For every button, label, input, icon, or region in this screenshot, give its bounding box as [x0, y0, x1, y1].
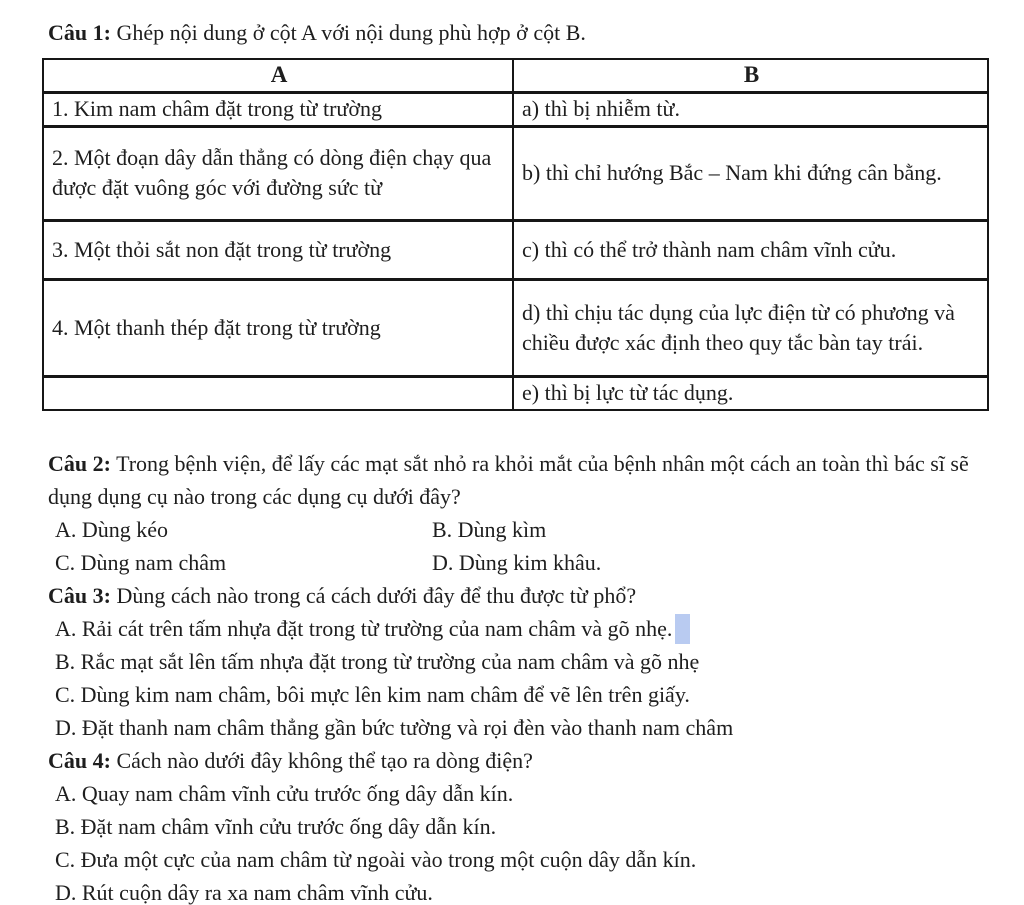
q3-section: [48, 579, 986, 744]
table-row: [43, 221, 988, 280]
column-b-header: B: [513, 59, 988, 93]
q2-text: Trong bệnh viện, để lấy các mạt sắt nhỏ ra khỏi mắt của bệnh nhân một cách an toàn thì bác sĩ sẽ dụng dụng cụ nào trong các dụng cụ dưới đây?: [48, 451, 969, 509]
q2-option-d: D. Dùng kim khâu.: [432, 550, 602, 575]
q2-label: Câu 2:: [48, 451, 111, 476]
q3-option-b: B. Rắc mạt sắt lên tấm nhựa đặt trong từ trường của nam châm và gõ nhẹ: [55, 649, 700, 674]
q3-text: Dùng cách nào trong cá cách dưới đây để thu được từ phổ?: [116, 583, 637, 608]
q3-option-c: C. Dùng kim nam châm, bôi mực lên kim nam châm để vẽ lên trên giấy.: [55, 682, 690, 707]
q2-option-a: A. Dùng kéo: [55, 517, 169, 542]
q4-option-d: D. Rút cuộn dây ra xa nam châm vĩnh cửu.: [55, 880, 433, 905]
q4-option-b: B. Đặt nam châm vĩnh cửu trước ống dây dẫn kín.: [55, 814, 497, 839]
q2-options: [48, 513, 986, 579]
cell-b2: b) thì chỉ hướng Bắc – Nam khi đứng cân bằng.: [513, 127, 988, 221]
q1-text: Ghép nội dung ở cột A với nội dung phù hợp ở cột B.: [116, 20, 586, 45]
cell-a3: 3. Một thỏi sắt non đặt trong từ trường: [43, 221, 513, 280]
cell-b1: a) thì bị nhiễm từ.: [513, 93, 988, 127]
q2-title: [48, 447, 986, 513]
q2-option-c: C. Dùng nam châm: [55, 550, 227, 575]
q3-option-a: [48, 612, 986, 645]
q4-title: [48, 744, 986, 777]
cell-b4: d) thì chịu tác dụng của lực điện từ có phương và chiều được xác định theo quy tắc bàn tay trái.: [513, 280, 988, 377]
column-a-header: A: [43, 59, 513, 93]
table-row: [43, 93, 988, 127]
q1-match-table: [42, 58, 989, 411]
q3-label: Câu 3:: [48, 583, 111, 608]
q1-title: [48, 16, 986, 49]
cell-a4: 4. Một thanh thép đặt trong từ trường: [43, 280, 513, 377]
table-row: [43, 377, 988, 411]
q1-label: Câu 1:: [48, 20, 111, 45]
q3-option-d: D. Đặt thanh nam châm thẳng gần bức tường và rọi đèn vào thanh nam châm: [55, 715, 734, 740]
text-cursor-highlight: [675, 614, 690, 644]
table-row: [43, 280, 988, 377]
q4-text: Cách nào dưới đây không thể tạo ra dòng điện?: [116, 748, 533, 773]
cell-a1: 1. Kim nam châm đặt trong từ trường: [43, 93, 513, 127]
cell-a5: [43, 377, 513, 411]
table-header-row: [43, 59, 988, 93]
q4-option-a: A. Quay nam châm vĩnh cửu trước ống dây dẫn kín.: [55, 781, 514, 806]
cell-a2: 2. Một đoạn dây dẫn thẳng có dòng điện chạy qua được đặt vuông góc với đường sức từ: [43, 127, 513, 221]
q4-label: Câu 4:: [48, 748, 111, 773]
table-row: [43, 127, 988, 221]
cell-b5: e) thì bị lực từ tác dụng.: [513, 377, 988, 411]
q2-option-b: B. Dùng kìm: [432, 517, 547, 542]
cell-b3: c) thì có thể trở thành nam châm vĩnh cửu.: [513, 221, 988, 280]
q2-section: [48, 447, 986, 579]
q4-section: [48, 744, 986, 905]
q4-option-c: C. Đưa một cực của nam châm từ ngoài vào trong một cuộn dây dẫn kín.: [55, 847, 697, 872]
q3-title: [48, 579, 986, 612]
q3-option-a-text: A. Rải cát trên tấm nhựa đặt trong từ trường của nam châm và gõ nhẹ.: [55, 616, 673, 641]
